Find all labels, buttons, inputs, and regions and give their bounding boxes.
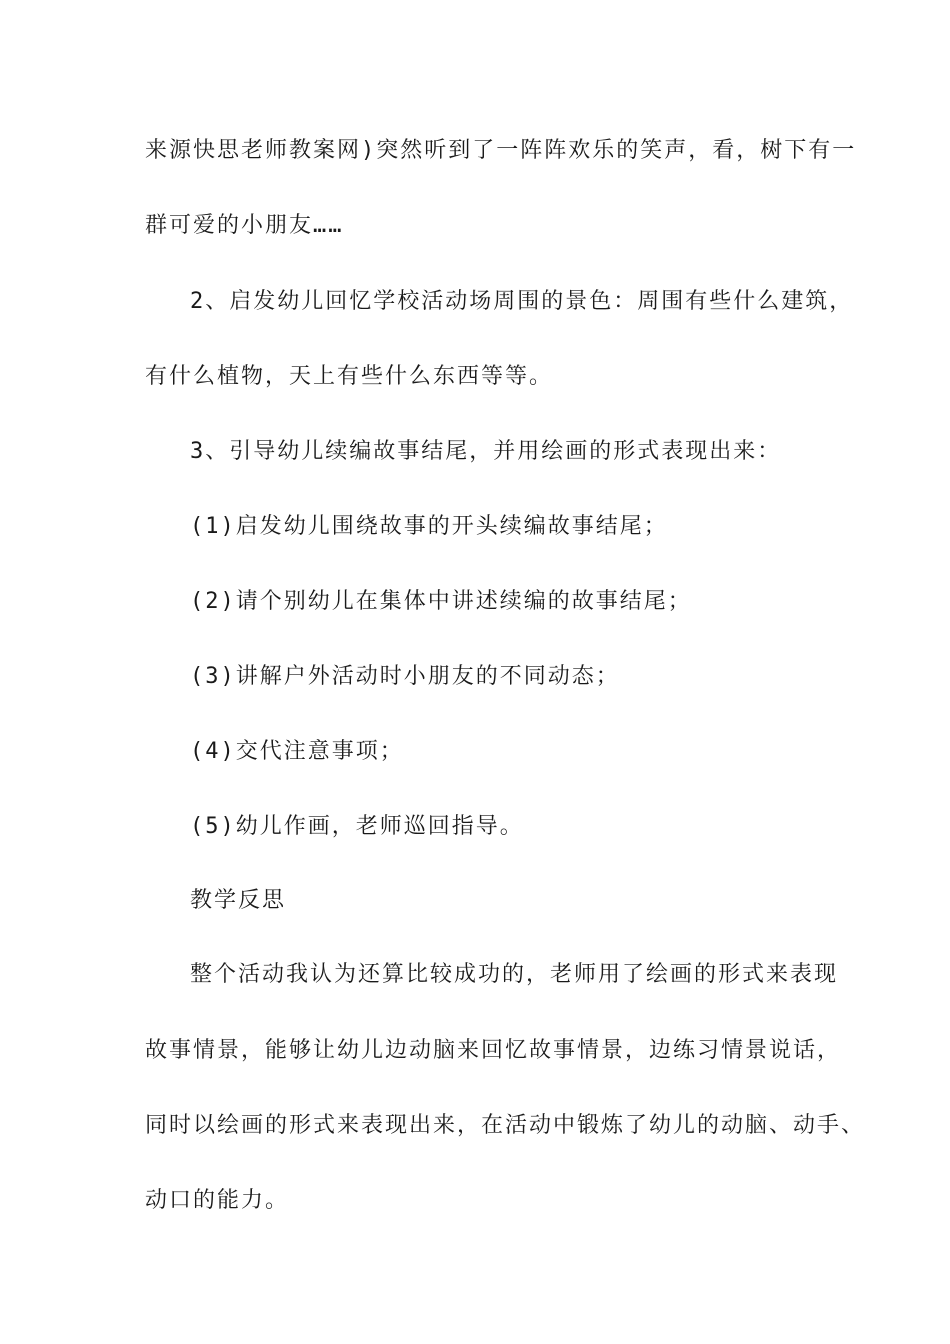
paragraph-line: 故事情景，能够让幼儿边动脑来回忆故事情景，边练习情景说话， — [145, 1038, 842, 1063]
paragraph-line: 同时以绘画的形式来表现出来，在活动中锻炼了幼儿的动脑、动手、 — [145, 1113, 866, 1138]
text-line: 群可爱的小朋友…… — [145, 213, 344, 238]
sub-list-item: (3)讲解户外活动时小朋友的不同动态； — [190, 664, 620, 689]
paragraph-line: 动口的能力。 — [145, 1188, 290, 1213]
list-item: 3、引导幼儿续编故事结尾，并用绘画的形式表现出来： — [190, 439, 782, 464]
section-heading: 教学反思 — [190, 888, 287, 913]
paragraph-line: 整个活动我认为还算比较成功的，老师用了绘画的形式来表现 — [190, 962, 839, 987]
sub-list-item: (2)请个别幼儿在集体中讲述续编的故事结尾； — [190, 589, 692, 614]
text-line: 来源快思老师教案网)突然听到了一阵阵欢乐的笑声，看，树下有一 — [145, 138, 857, 163]
text-line: 有什么植物，天上有些什么东西等等。 — [145, 364, 554, 389]
sub-list-item: (1)启发幼儿围绕故事的开头续编故事结尾； — [190, 514, 668, 539]
list-item: 2、启发幼儿回忆学校活动场周围的景色：周围有些什么建筑， — [190, 289, 854, 314]
sub-list-item: (5)幼儿作画，老师巡回指导。 — [190, 814, 524, 839]
sub-list-item: (4)交代注意事项； — [190, 739, 404, 764]
